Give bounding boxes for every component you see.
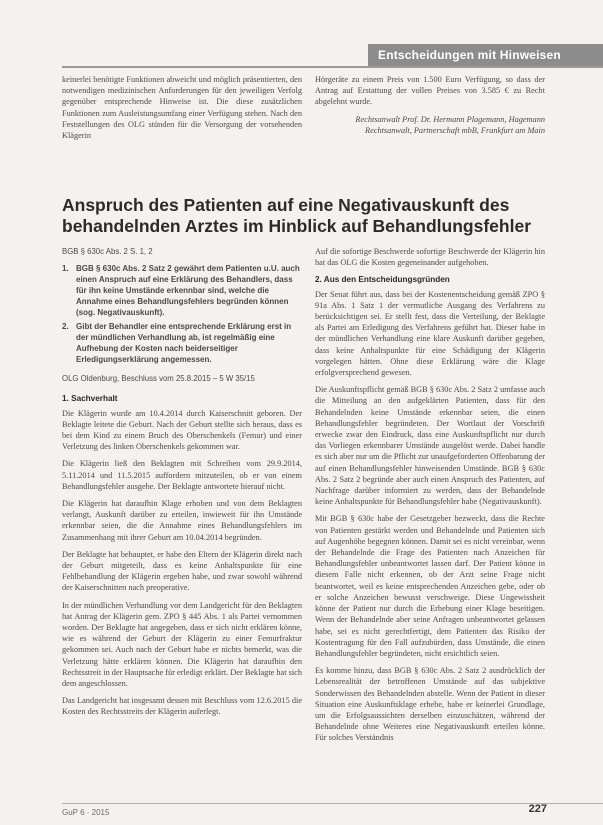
section-header: Entscheidungen mit Hinweisen bbox=[368, 44, 603, 66]
article-left-column bbox=[62, 246, 302, 724]
norm-reference: BGB § 630c Abs. 2 S. 1, 2 bbox=[62, 247, 153, 256]
paragraph: Der Beklagte hat behauptet, er habe den Eltern der Klägerin direkt nach der Geburt mitgeteilt, dass es keine Anhaltspunkte für eine Fehlbehandlung der Klägerin ergeben habe, und zwar sowohl während der Kaiserschnitten nach preoperative. bbox=[62, 549, 302, 593]
headnote-text: Gibt der Behandler eine entsprechende Erklärung erst in der mündlichen Verhandlung ab, ist regelmäßig eine Aufhebung der Kosten nach beiderseitiger Erledigungserklärung angemessen. bbox=[76, 322, 292, 365]
headnote-text: BGB § 630c Abs. 2 Satz 2 gewährt dem Patienten u.U. auch einen Anspruch auf eine Erklärung des Behandlers, dass für ihn keine Umstände erkennbar sind, welche die Annahme eines Behandlungsfehlers begründen können (sog. Negativauskunft). bbox=[76, 264, 300, 318]
paragraph: Mit BGB § 630c habe der Gesetzgeber bezweckt, dass die Rechte von Patienten gestärkt werden und Behandelnde und Patienten sich auf Augenhöhe begegnen können. Damit sei es nicht vereinbar, wenn der Behandelnde die Frage des Patienten nach Anzeichen für Behandlungsfehler unbeantwortet lassen darf. Der Patient könne in diesem Falle nicht erkennen, ob der Arzt seine Frage nicht beantwortet, weil es keine entsprechenden Anzeichen gebe, oder ob er solche Anzeichen bewusst verschweige. Diese Ungewissheit könne der Patient nur durch die Erhebung einer Klage beseitigen. Wenn der Behandelnde aber seine Anfragen unbeantwortet gelassen habe, sei es nicht gerechtfertigt, dem Patienten das Risiko der Kostentragung für den Fall aufzubürden, dass Umstände, die einen Behandlungsfehler begründeten, nicht ersichtlich seien. bbox=[315, 514, 545, 658]
paragraph: Die Auskunftspflicht gemäß BGB § 630c Abs. 2 Satz 2 umfasse auch die Mitteilung an den aufgeklärten Patienten, dass für den Behandelnden keine Umstände erkennbar seien, die einen Behandlungsfehler begründeten. Der Wortlaut der Vorschrift erwecke zwar den Eindruck, dass eine Auskunftspflicht nur durch das Vorliegen erkennbarer Umstände ausgelöst werde. Dabei handle es sich aber nur um die Pflicht zur unaufgeforderten Offenbarung der auf einen Behandlungsfehler hinweisenden Umstände. BGB § 630c Abs. 2 Satz 2 begründe aber auch einen Anspruch des Patienten, auf Nachfrage darüber informiert zu werden, dass der Behandelnde keine Anhaltspunkte für Behandlungsfehler habe (Negativauskunft). bbox=[315, 385, 545, 507]
paragraph: In der mündlichen Verhandlung vor dem Landgericht für den Beklagten hat Antrag der Klägerin gem. ZPO § 445 Abs. 1 als Partei vernommen worden. Der Beklagte hat angegeben, dass er sich nicht erklären könne, wie es während der Geburt der Klägerin zu einer Femurfraktur gekommen sei. Auch nach der Geburt habe er nichts bemerkt, was die Verletzung hätte erklären können. Die Klägerin hat daraufhin den Rechtsstreit in der Hauptsache für erledigt erklärt. Der Beklagte hat sich dem angeschlossen. bbox=[62, 600, 302, 689]
paragraph: Es komme hinzu, dass BGB § 630c Abs. 2 Satz 2 ausdrücklich der Lebensrealität der betroffenen Umstände auf das subjektive Sonderwissen des Behandelnden abstelle. Wenn der Patient in dieser Situation eine Auskunftsklage erhebe, habe er keinerlei Grundlage, um die Erfolgsaussichten derselben einzuschätzen, während der Behandelnde ohne Weiteres eine Negativauskunft erteilen könne. Für solches Verständnis bbox=[315, 666, 545, 743]
header-rule bbox=[62, 66, 603, 68]
previous-article-conclusion: Hörgeräte zu einem Preis von 1.500 Euro Verfügung, so dass der Antrag auf Erstattung der vollen Preises von 3.585 € zu Recht abgelehnt wurde. bbox=[315, 75, 545, 107]
page-number: 227 bbox=[528, 803, 547, 815]
paragraph: Die Klägerin ließ den Beklagten mit Schreiben vom 29.9.2014, 5.11.2014 und 11.5.2015 auffordern mitzuteilen, ob er von einem Behandlungsfehler ausgehe. Der Beklagte antwortete hierauf nicht. bbox=[62, 459, 302, 491]
paragraph: Die Klägerin wurde am 10.4.2014 durch Kaiserschnitt geboren. Der Beklagte leitete die Geburt. Nach der Geburt stellte sich heraus, dass es bei dem Kind zu einem Bruch des Oberschenkels (Femur) und einer Verletzung des linken Oberschenkels gekommen war. bbox=[62, 408, 302, 452]
headnote-number: 2. bbox=[62, 322, 69, 332]
paragraph: Der Senat führt aus, dass bei der Kostenentscheidung gemäß ZPO § 91a Abs. 1 Satz 1 der vermutliche Ausgang des Verfahrens zu berücksichtigen sei. Er stellt fest, dass die Verteilung, der Beklagte als Partei am Erledigung des Verfahrens geführt hat. Dieser habe in der mündlichen Verhandlung eine klare Auskunft darüber gegeben, dass keine Anhaltspunkte für eine Schädigung der Klägerin vorgelegen hätten. Ohne diese Erklärung wäre die Klage erfolgversprechend gewesen. bbox=[315, 289, 545, 378]
previous-article-text: keinerlei benötigte Funktionen abweicht und möglich präsentierten, den notwendigen medizinischen Anforderungen für den jeweiligen Verfolg gegenüber entsprechende Hinweise ist. Die diese zusätzlichen Funktionen zum Ausleistungsumfang einer Verfügung stehen. Nach den Feststellungen des OLG stünden für die Versorgung der vorsehenden Klägerin bbox=[62, 75, 302, 141]
previous-article-left-column bbox=[62, 74, 302, 147]
paragraph: Die Klägerin hat daraufhin Klage erhoben und von dem Beklagten verlangt, Auskunft darüber zu erteilen, inwieweit für ihn Umstände erkennbar seien, die die Annahme eines Behandlungsfehlers im Zusammenhang mit ihrer Geburt am 10.04.2014 begründen. bbox=[62, 499, 302, 542]
headnote-number: 1. bbox=[62, 264, 69, 274]
headnotes bbox=[62, 263, 302, 365]
paragraph: Das Landgericht hat insgesamt dessen mit Beschluss vom 12.6.2015 die Kosten des Rechtsstreits der Klägerin auferlegt. bbox=[62, 696, 302, 717]
previous-article-right-column bbox=[315, 74, 545, 136]
article-right-column bbox=[315, 246, 545, 750]
paragraph: Auf die sofortige Beschwerde sofortige Beschwerde der Klägerin hin hat das OLG die Kosten gegeneinander aufgehoben. bbox=[315, 247, 545, 268]
author-signature: Rechtsanwalt Prof. Dr. Hermann Plagemann, Hagemann Rechtsanwalt, Partnerschaft mbB, Frankfurt am Main bbox=[355, 114, 545, 135]
court-reference: OLG Oldenburg, Beschluss vom 25.8.2015 – 5 W 35/15 bbox=[62, 374, 255, 384]
section-heading-facts: 1. Sachverhalt bbox=[62, 394, 118, 404]
article-title: Anspruch des Patienten auf eine Negativauskunft des behandelnden Arztes im Hinblick auf Behandlungsfehler bbox=[62, 195, 532, 236]
section-heading-reasons: 2. Aus den Entscheidungsgründen bbox=[315, 275, 450, 285]
journal-issue: GuP 6 · 2015 bbox=[62, 808, 110, 817]
headnote bbox=[62, 321, 302, 365]
footer-rule bbox=[62, 803, 603, 804]
headnote bbox=[62, 263, 302, 318]
